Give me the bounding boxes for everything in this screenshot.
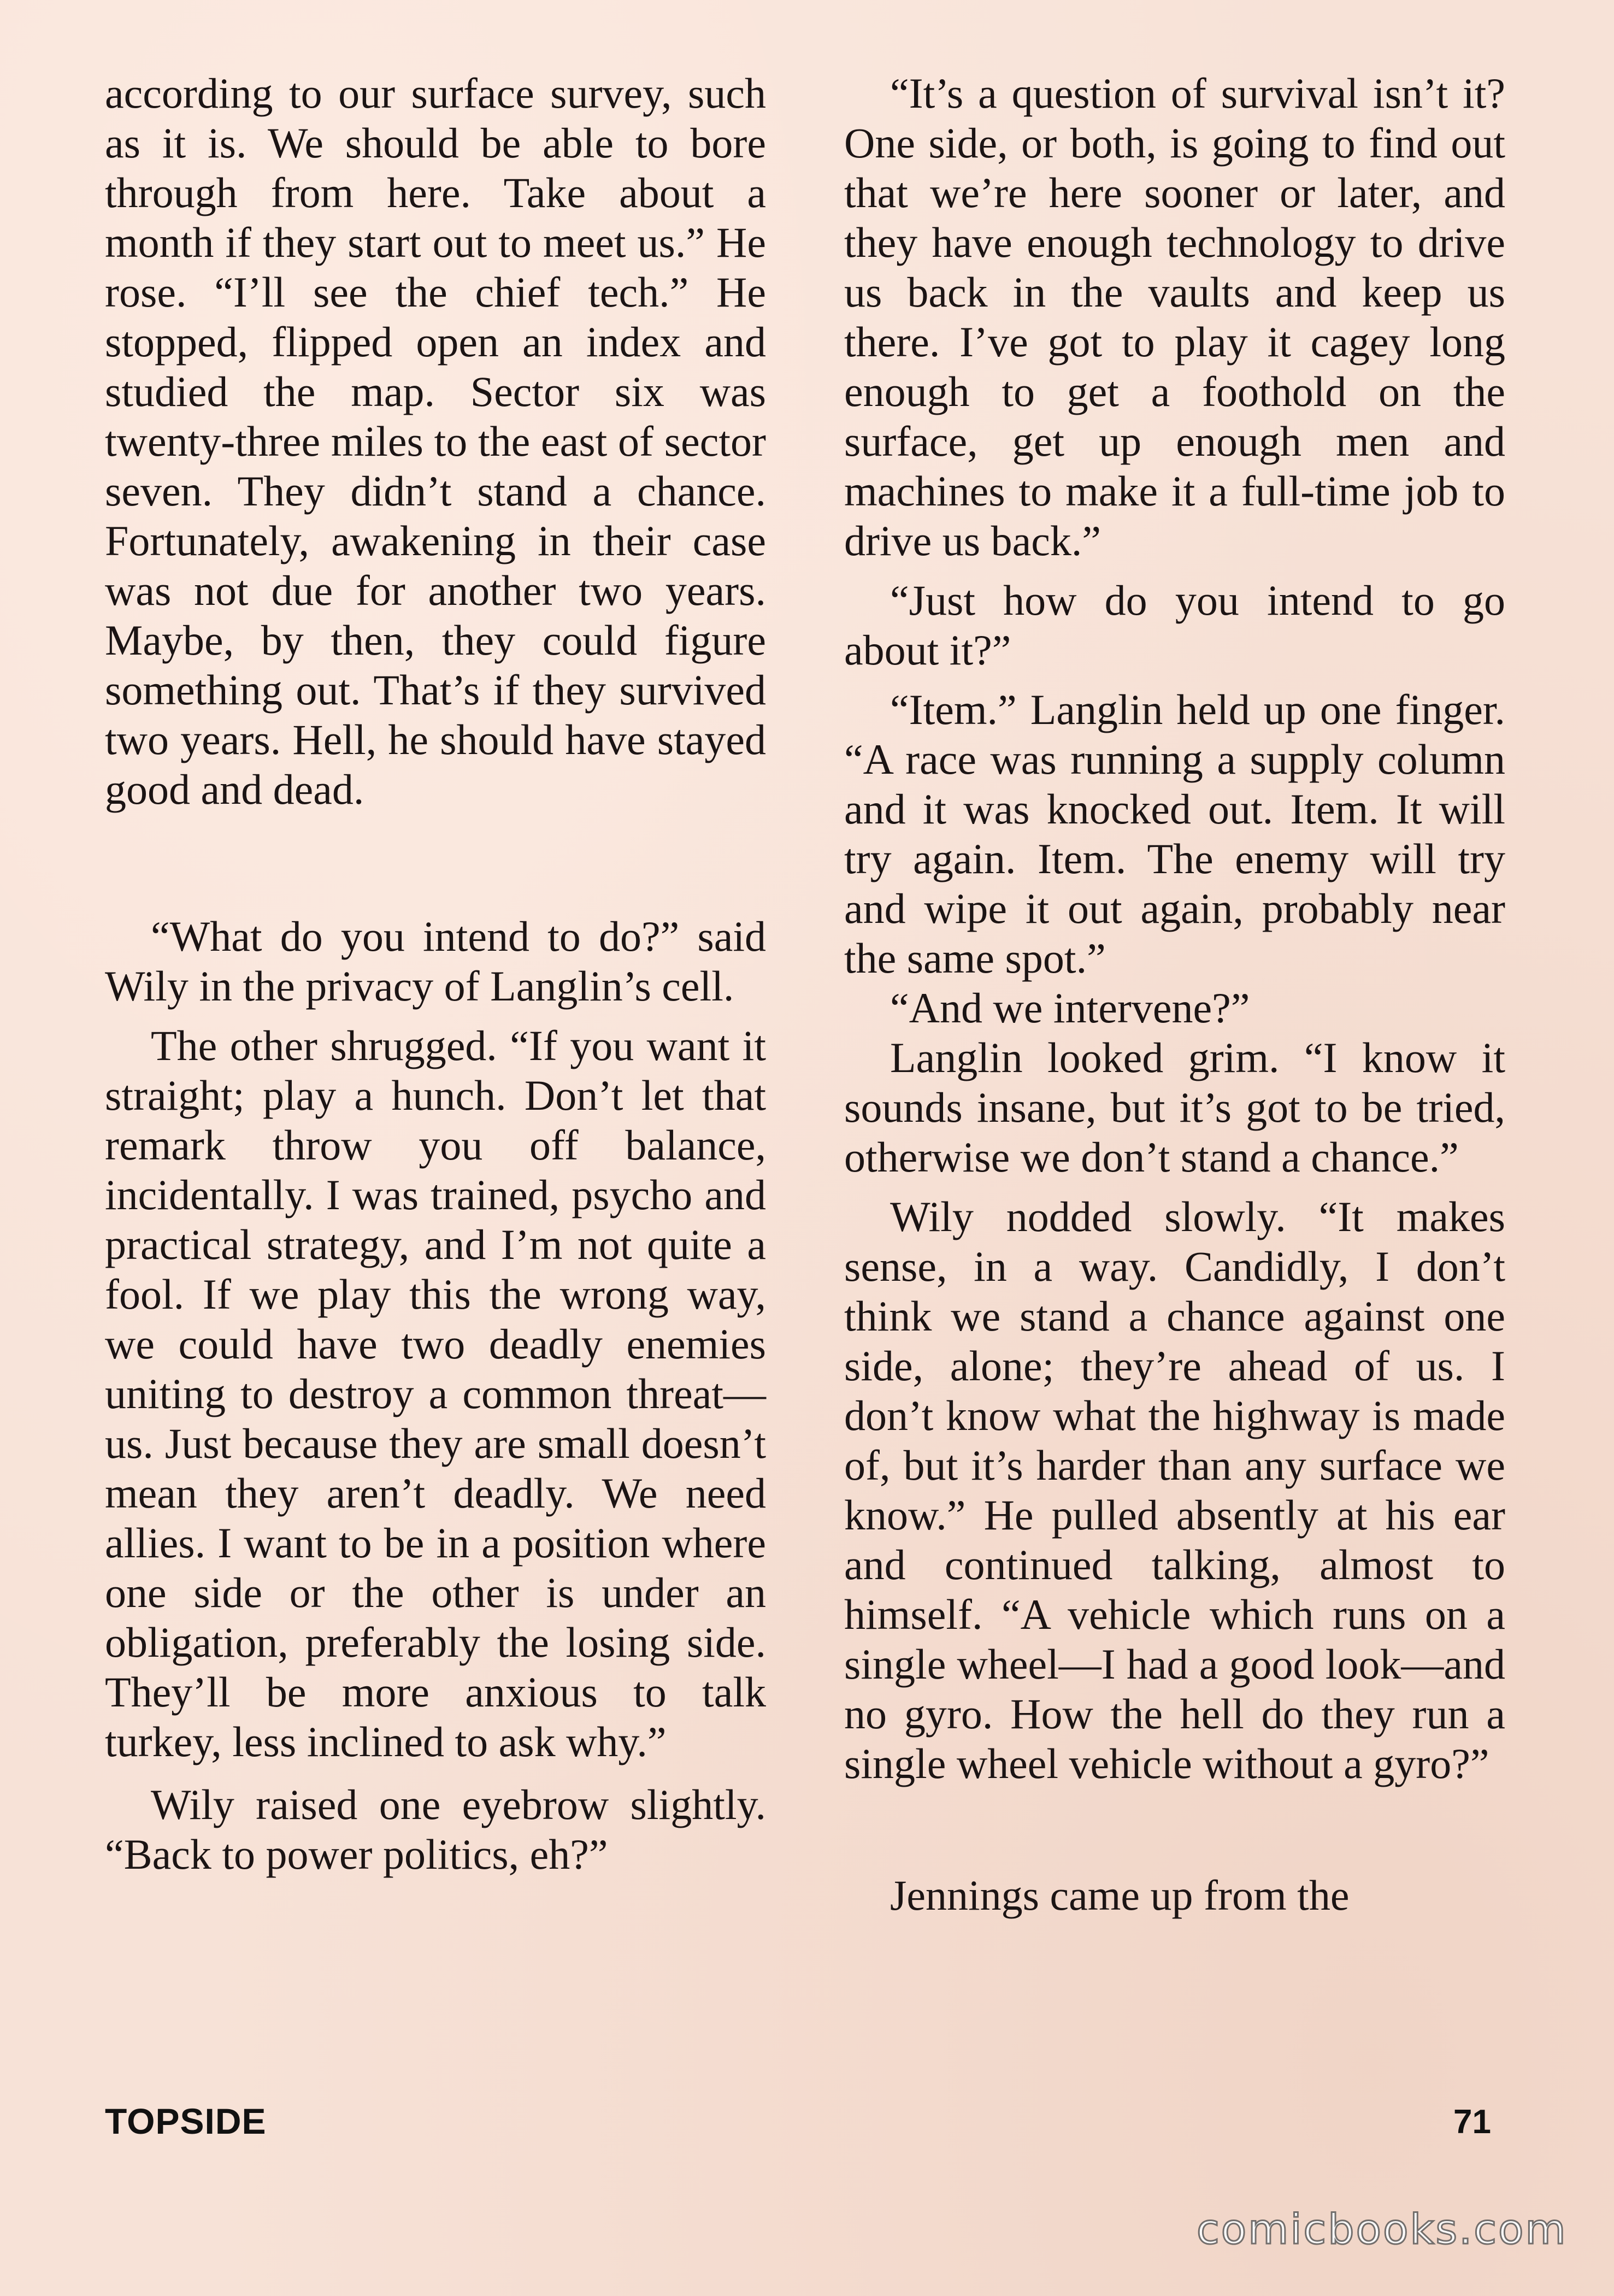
right-text-column bbox=[844, 68, 1505, 1920]
paragraph: “And we intervene?” bbox=[890, 984, 1250, 1032]
paragraph: Langlin looked grim. “I know it sounds insane, but it’s got to be tried, otherwise we don’t stand a chance.” bbox=[844, 1034, 1505, 1181]
paragraph: “It’s a question of survival isn’t it? One side, or both, is going to find out that we’re here sooner or later, and they have enough technology to drive us back in the vaults and keep us there. I’ve got to play it cagey long enough to get a foothold on the surface, get up enough men and machines to make it a full-time job to drive us back.” bbox=[844, 69, 1505, 564]
left-text-column bbox=[105, 68, 766, 1879]
watermark: comicbooks.com bbox=[1197, 2205, 1568, 2253]
paragraph: “Item.” Langlin held up one finger. “A race was running a supply column and it was knocked out. Item. It will try again. Item. The enemy will try and wipe it out again, probably near the same spot.” bbox=[844, 686, 1505, 982]
paragraph: Wily raised one eyebrow slightly. “Back to power politics, eh?” bbox=[105, 1781, 766, 1878]
paragraph: “What do you intend to do?” said Wily in the privacy of Langlin’s cell. bbox=[105, 912, 766, 1010]
running-footer-title: TOPSIDE bbox=[105, 2101, 267, 2141]
paragraph: “Just how do you intend to go about it?” bbox=[844, 576, 1505, 674]
page-number: 71 bbox=[1453, 2103, 1491, 2141]
paragraph: according to our surface survey, such as it is. We should be able to bore through from here. Take about a month if they start out to meet us.” He rose. “I’ll see the chief tech.” He stopped, flipped open an index and studied the map. Sector six was twenty-three miles to the east of sector seven. They didn’t stand a chance. Fortunately, awakening in their case was not due for another two years. Maybe, by then, they could figure something out. That’s if they survived two years. Hell, he should have stayed good and dead. bbox=[105, 69, 766, 813]
paragraph: The other shrugged. “If you want it straight; play a hunch. Don’t let that remark throw you off balance, incidentally. I was trained, psycho and practical strategy, and I’m not quite a fool. If we play this the wrong way, we could have two deadly enemies uniting to destroy a common threat—us. Just because they are small doesn’t mean they aren’t deadly. We need allies. I want to be in a position where one side or the other is under an obligation, preferably the losing side. They’ll be more anxious to talk turkey, less inclined to ask why.” bbox=[105, 1022, 766, 1765]
paragraph: Jennings came up from the bbox=[890, 1871, 1350, 1919]
paragraph: Wily nodded slowly. “It makes sense, in a way. Candidly, I don’t think we stand a chance against one side, alone; they’re ahead of us. I don’t know what the highway is made of, but it’s harder than any surface we know.” He pulled absently at his ear and continued talking, almost to himself. “A vehicle which runs on a single wheel—I had a good look—and no gyro. How the hell do they run a single wheel vehicle without a gyro?” bbox=[844, 1193, 1505, 1787]
